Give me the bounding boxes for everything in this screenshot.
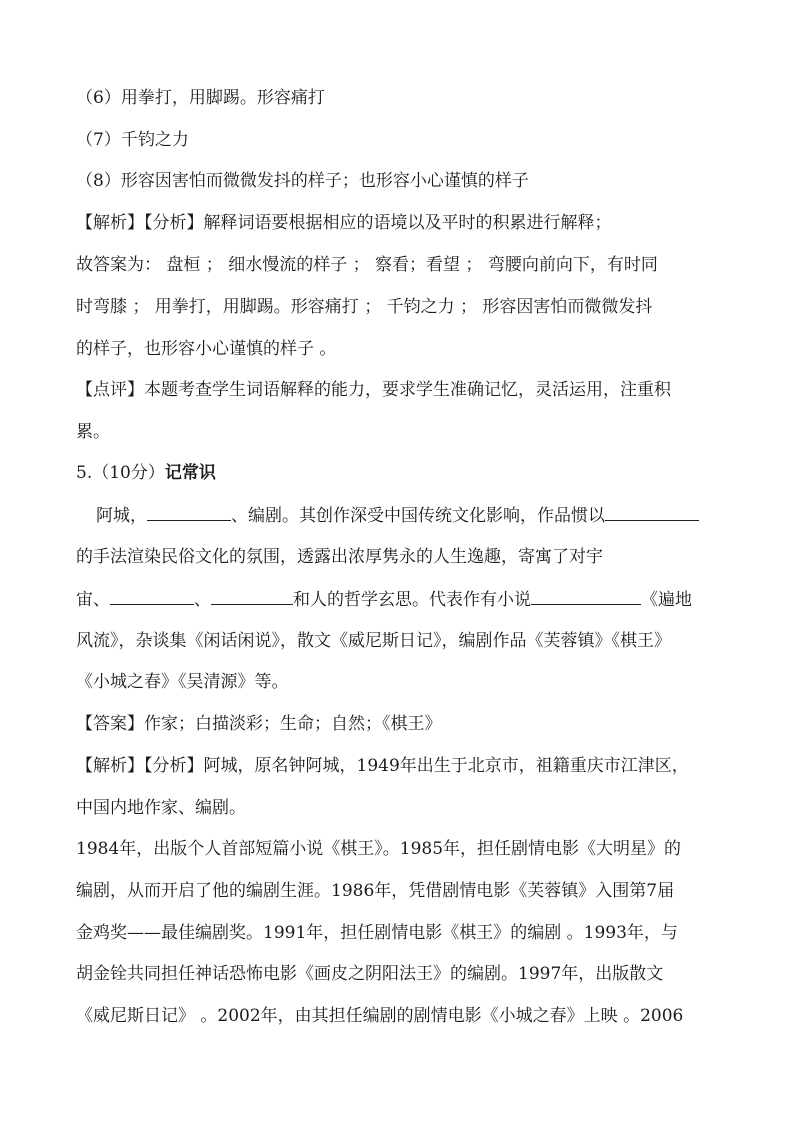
- answer-summary-line-3: 的样子，也形容小心谨慎的样子 。: [76, 339, 337, 359]
- answer-summary-line-2: 时弯膝 ； 用拳打，用脚踢。形容痛打 ； 千钧之力 ； 形容因害怕而微微发抖: [76, 297, 653, 317]
- analysis-line-7: 《威尼斯日记》 。2002年，由其担任编剧的剧情电影《小城之春》上映 。2006: [76, 1006, 684, 1026]
- question-line-5: 《小城之春》《吴清源》等。: [76, 672, 289, 692]
- question-text: 、编剧。其创作深受中国传统文化影响，作品惯以: [231, 506, 605, 526]
- question-number: 5.（10分）: [76, 463, 165, 483]
- question-text: 阿城，: [96, 506, 147, 526]
- question-text: 和人的哲学玄思。代表作有小说: [293, 590, 531, 610]
- question-text: 宙、: [76, 590, 110, 610]
- analysis-line-5: 金鸡奖——最佳编剧奖。1991年，担任剧情电影《棋王》的编剧 。1993年，与: [76, 923, 678, 943]
- comment-line-2: 累。: [76, 422, 110, 442]
- answer-line-7: （7）千钧之力: [76, 130, 189, 150]
- fill-blank-5[interactable]: [531, 586, 641, 605]
- comment-line-1: 【点评】本题考查学生词语解释的能力，要求学生准确记忆，灵活运用，注重积: [76, 380, 671, 400]
- analysis-line-6: 胡金铨共同担任神话恐怖电影《画皮之阴阳法王》的编剧。1997年，出版散文: [76, 964, 664, 984]
- analysis-line-1: 【解析】【分析】阿城，原名钟阿城，1949年出生于北京市，祖籍重庆市江津区，: [76, 756, 689, 776]
- analysis-line-3: 1984年，出版个人首部短篇小说《棋王》。1985年，担任剧情电影《大明星》的: [76, 839, 682, 859]
- analysis-heading: 【解析】【分析】解释词语要根据相应的语境以及平时的积累进行解释；: [76, 213, 612, 233]
- question-line-1: [96, 502, 699, 529]
- question-line-3: [76, 586, 692, 613]
- fill-blank-1[interactable]: [147, 502, 231, 521]
- question-5-heading: [76, 460, 216, 486]
- answer-line: 【答案】作家；白描淡彩；生命；自然；《棋王》: [76, 714, 442, 734]
- answer-summary-line-1: 故答案为： 盘桓 ； 细水慢流的样子 ； 察看；看望 ； 弯腰向前向下，有时同: [76, 255, 658, 275]
- question-text: 、: [194, 590, 211, 610]
- question-line-4: 风流》，杂谈集《闲话闲说》，散文《威尼斯日记》，编剧作品《芙蓉镇》《棋王》: [76, 631, 671, 651]
- fill-blank-4[interactable]: [211, 586, 293, 605]
- answer-line-8: （8）形容因害怕而微微发抖的样子；也形容小心谨慎的样子: [76, 171, 529, 191]
- question-title: 记常识: [164, 463, 216, 483]
- question-line-2: 的手法渲染民俗文化的氛围，透露出浓厚隽永的人生逸趣，寄寓了对宇: [76, 547, 603, 567]
- answer-line-6: （6）用拳打，用脚踢。形容痛打: [76, 88, 325, 108]
- analysis-line-4: 编剧，从而开启了他的编剧生涯。1986年，凭借剧情电影《芙蓉镇》入围第7届: [76, 881, 675, 901]
- analysis-line-2: 中国内地作家、编剧。: [76, 798, 246, 818]
- fill-blank-2[interactable]: [605, 502, 699, 521]
- question-text: 《遍地: [641, 590, 692, 610]
- fill-blank-3[interactable]: [110, 586, 194, 605]
